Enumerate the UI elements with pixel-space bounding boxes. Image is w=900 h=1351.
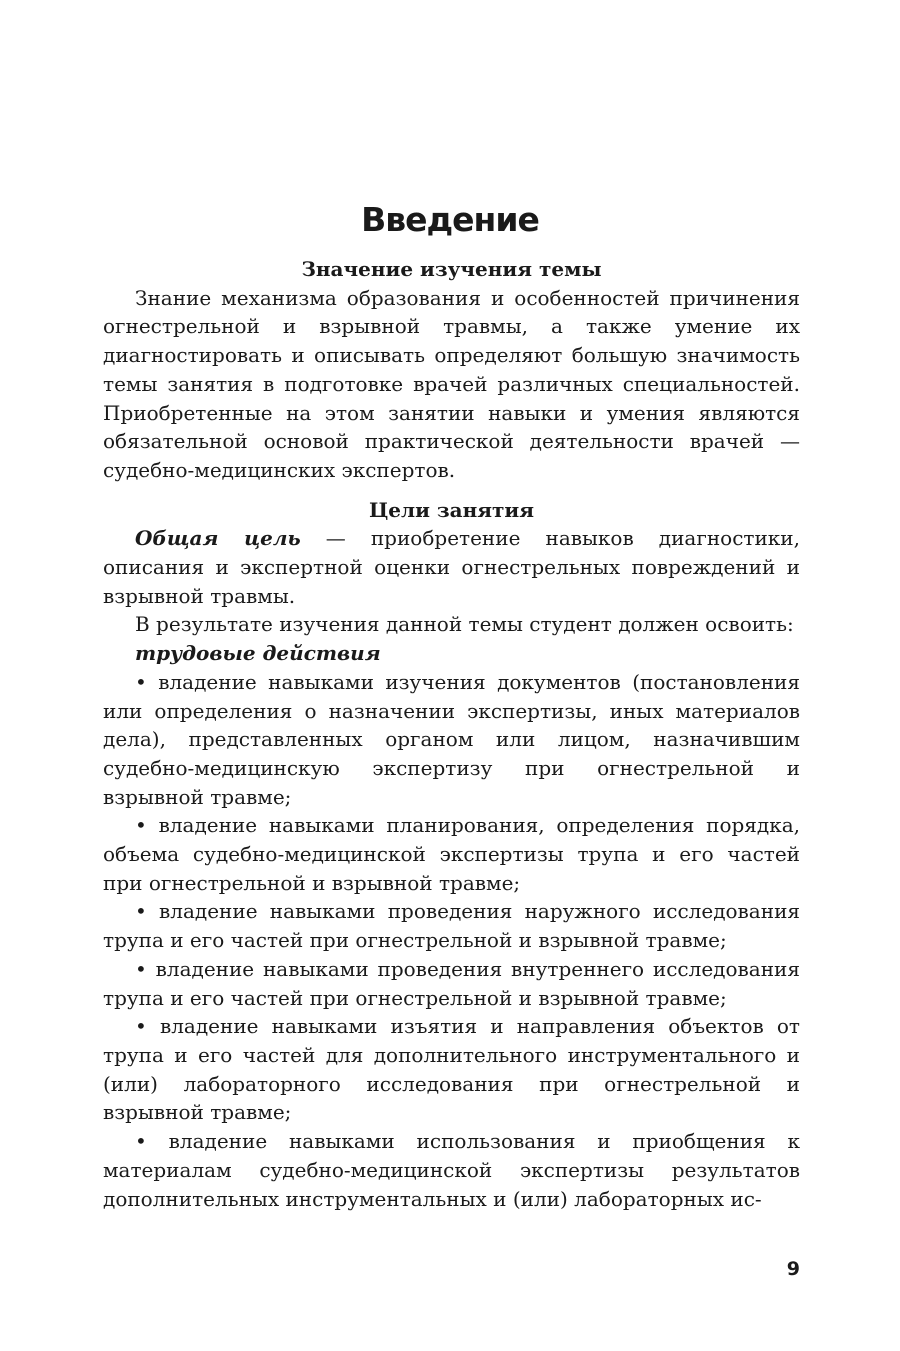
significance-paragraph: Знание механизма образования и особенностей причинения огнестрельной и взрывной травмы, а также умение их диагностировать и описывать определяют большую значимость темы занятия в подготовке врачей различных специальностей. Приобретенные на этом занятии навыки и умения являются обязательной основой практической деятельности врачей — судебно-медицинских экспертов. [103,285,800,482]
page-title: Введение [361,200,539,239]
section-heading-significance: Значение изучения темы [301,257,602,281]
general-goal-label: Общая цель [135,526,301,551]
bullet-item: • владение навыками изучения документов (постановления или определения о назначении экспертизы, иных материалов дела), представленных органом или лицом, назначившим судебно-медицинскую экспертизу при огнестрельной и взрывной травме; [103,668,800,812]
bullet-item: • владение навыками проведения наружного исследования трупа и его частей при огнестрельной и взрывной травме; [103,897,800,954]
bullet-item: • владение навыками проведения внутреннего исследования трупа и его частей при огнестрельной и взрывной травме; [103,955,800,1012]
general-goal-text: — приобретение навыков диагностики, описания и экспертной оценки огнестрельных повреждений и взрывной травмы. [103,526,800,608]
section-heading-goals: Цели занятия [368,497,535,522]
page-body [103,255,800,1213]
labor-actions-subheading: трудовые действия [135,641,381,666]
bullet-item: • владение навыками планирования, определения порядка, объема судебно-медицинской экспертизы трупа и его частей при огнестрельной и взрывной травме; [103,811,800,897]
study-intro: В результате изучения данной темы студент должен освоить: [135,612,794,637]
page-number: 9 [786,1258,800,1280]
bullet-item: • владение навыками изъятия и направления объектов от трупа и его частей для дополнительного инструментального и (или) лабораторного исследования при огнестрельной и взрывной травме; [103,1012,800,1127]
bullet-item: • владение навыками использования и приобщения к материалам судебно-медицинской экспертизы результатов дополнительных инструментальных и (или) лабораторных ис- [103,1127,800,1213]
general-goal-paragraph [103,524,800,610]
